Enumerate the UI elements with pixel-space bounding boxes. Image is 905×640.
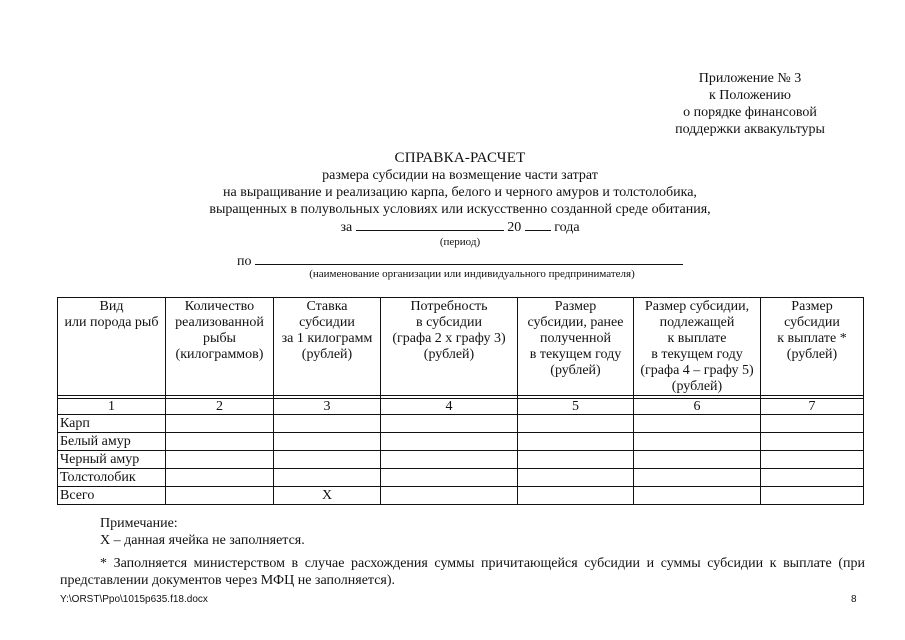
row-label: Толстолобик [58, 469, 166, 487]
table-cell[interactable] [761, 469, 864, 487]
table-cell[interactable] [518, 469, 634, 487]
note-text: Х – данная ячейка не заполняется. [100, 533, 305, 548]
table-cell[interactable]: X [274, 487, 381, 505]
period-blank [356, 218, 504, 231]
column-number: 1 [58, 399, 166, 415]
document-heading [110, 150, 810, 249]
appendix-block [640, 70, 860, 138]
table-cell[interactable] [381, 487, 518, 505]
heading-line: размера субсидии на возмещение части затрат [322, 168, 598, 183]
column-header: Ставка субсидии за 1 килограмм (рублей) [274, 298, 381, 396]
table-cell[interactable] [518, 415, 634, 433]
table-cell[interactable] [274, 469, 381, 487]
table-cell[interactable] [761, 451, 864, 469]
table-cell[interactable] [381, 433, 518, 451]
column-number: 4 [381, 399, 518, 415]
table-cell[interactable] [274, 433, 381, 451]
column-header: Размер субсидии, подлежащей к выплате в текущем году (графа 4 – графу 5) (рублей) [634, 298, 761, 396]
org-caption: (наименование организации или индивидуального предпринимателя) [309, 268, 635, 280]
table-row [58, 415, 864, 433]
period-prefix: за [340, 220, 353, 235]
column-header: Размер субсидии, ранее полученной в текущем году (рублей) [518, 298, 634, 396]
year-blank [525, 218, 551, 231]
table-cell[interactable] [166, 487, 274, 505]
table-cell[interactable] [634, 433, 761, 451]
appendix-line: поддержки аквакультуры [675, 122, 825, 137]
table-cell[interactable] [761, 433, 864, 451]
row-label: Белый амур [58, 433, 166, 451]
column-number: 3 [274, 399, 381, 415]
column-number: 2 [166, 399, 274, 415]
table-cell[interactable] [518, 433, 634, 451]
heading-line: на выращивание и реализацию карпа, белого и черного амуров и толстолобика, [223, 185, 697, 200]
table-cell[interactable] [761, 415, 864, 433]
footer-file-path: Y:\ORST\Ppo\1015p635.f18.docx [60, 594, 208, 605]
note-title: Примечание: [100, 516, 178, 531]
table-cell[interactable] [761, 487, 864, 505]
page-number: 8 [851, 594, 857, 605]
subsidy-table [57, 297, 864, 505]
table-cell[interactable] [634, 469, 761, 487]
appendix-line: Приложение № 3 [698, 71, 802, 86]
column-number: 6 [634, 399, 761, 415]
column-number: 5 [518, 399, 634, 415]
table-cell[interactable] [634, 487, 761, 505]
table-cell[interactable] [274, 415, 381, 433]
row-label: Всего [58, 487, 166, 505]
table-cell[interactable] [166, 469, 274, 487]
column-number: 7 [761, 399, 864, 415]
footnote: * Заполняется министерством в случае расхождения суммы причитающейся субсидии и суммы субсидии к выплате (при представлении документов через МФЦ не заполняется). [60, 556, 865, 588]
document-title: СПРАВКА-РАСЧЕТ [394, 150, 526, 166]
table-cell[interactable] [381, 451, 518, 469]
table-cell[interactable] [166, 451, 274, 469]
table-row [58, 451, 864, 469]
period-suffix: года [554, 220, 580, 235]
table-row [58, 469, 864, 487]
table-cell[interactable] [166, 415, 274, 433]
column-header: Размер субсидии к выплате * (рублей) [761, 298, 864, 396]
table-body [58, 415, 864, 505]
period-caption: (период) [439, 236, 481, 248]
table-cell[interactable] [634, 415, 761, 433]
row-label: Карп [58, 415, 166, 433]
table-header-row [58, 298, 864, 396]
table-cell[interactable] [381, 469, 518, 487]
org-blank [255, 252, 683, 265]
column-header: Количество реализованной рыбы (килограммов) [166, 298, 274, 396]
table-row [58, 487, 864, 505]
period-line [110, 218, 810, 236]
column-header: Вид или порода рыб [58, 298, 166, 396]
column-number-row [58, 399, 864, 415]
table-cell[interactable] [518, 487, 634, 505]
table-cell[interactable] [381, 415, 518, 433]
table-cell[interactable] [166, 433, 274, 451]
heading-line: выращенных в полувольных условиях или искусственно созданной среде обитания, [209, 202, 711, 217]
period-year: 20 [507, 220, 522, 235]
note-block [100, 515, 305, 549]
table-row [58, 433, 864, 451]
table-cell[interactable] [274, 451, 381, 469]
table-cell[interactable] [634, 451, 761, 469]
appendix-line: о порядке финансовой [683, 105, 817, 120]
table-cell[interactable] [518, 451, 634, 469]
row-label: Черный амур [58, 451, 166, 469]
appendix-line: к Положению [708, 88, 791, 103]
column-header: Потребность в субсидии (графа 2 х графу 3) (рублей) [381, 298, 518, 396]
org-prefix: по [237, 254, 252, 269]
